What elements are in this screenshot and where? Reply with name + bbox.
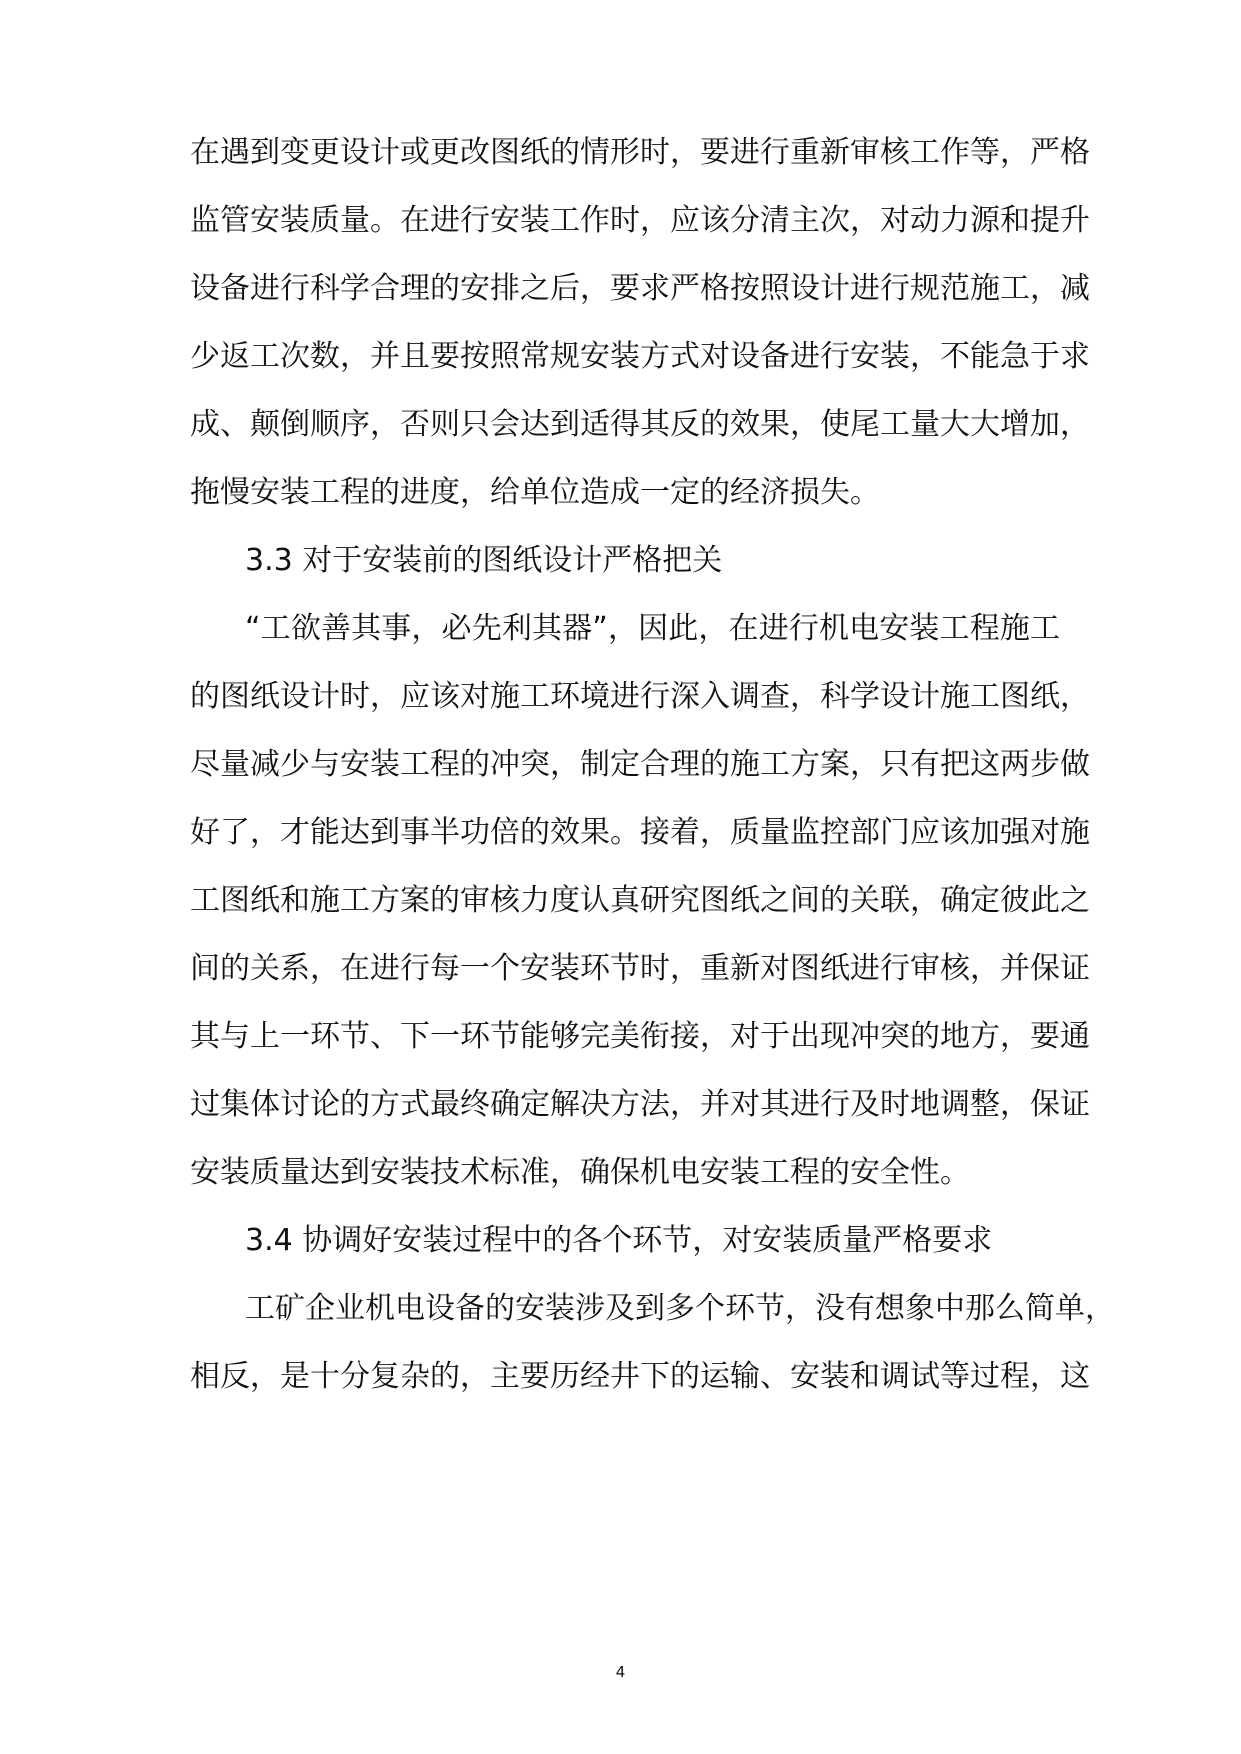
paragraph-line: 少返工次数，并且要按照常规安装方式对设备进行安装，不能急于求 [190,339,1090,374]
paragraph-line: 相反，是十分复杂的，主要历经井下的运输、安装和调试等过程，这 [190,1359,1090,1394]
paragraph-line: 工矿企业机电设备的安装涉及到多个环节，没有想象中那么简单， [245,1291,1115,1326]
paragraph-line: 在遇到变更设计或更改图纸的情形时，要进行重新审核工作等，严格 [190,135,1090,170]
paragraph-line: 设备进行科学合理的安排之后，要求严格按照设计进行规范施工，减 [190,271,1090,306]
page-number: 4 [615,1663,626,1681]
paragraph-line: 成、颠倒顺序，否则只会达到适得其反的效果，使尾工量大大增加， [190,407,1090,442]
paragraph-line: 拖慢安装工程的进度，给单位造成一定的经济损失。 [190,475,880,510]
paragraph-line: 安装质量达到安装技术标准，确保机电安装工程的安全性。 [190,1155,970,1190]
section-heading-3-4: 3.4 协调好安装过程中的各个环节，对安装质量严格要求 [245,1223,993,1258]
section-heading-3-3: 3.3 对于安装前的图纸设计严格把关 [245,543,723,578]
paragraph-line: 过集体讨论的方式最终确定解决方法，并对其进行及时地调整，保证 [190,1087,1090,1122]
paragraph-line: 尽量减少与安装工程的冲突，制定合理的施工方案，只有把这两步做 [190,747,1090,782]
paragraph-line: 间的关系，在进行每一个安装环节时，重新对图纸进行审核，并保证 [190,951,1090,986]
paragraph-line: 好了，才能达到事半功倍的效果。接着，质量监控部门应该加强对施 [190,815,1090,850]
paragraph-line: 工图纸和施工方案的审核力度认真研究图纸之间的关联，确定彼此之 [190,883,1090,918]
paragraph-line: 监管安装质量。在进行安装工作时，应该分清主次，对动力源和提升 [190,203,1090,238]
paragraph-line: 的图纸设计时，应该对施工环境进行深入调查，科学设计施工图纸， [190,679,1090,714]
paragraph-line: 其与上一环节、下一环节能够完美衔接，对于出现冲突的地方，要通 [190,1019,1090,1054]
paragraph-line: “工欲善其事，必先利其器”，因此，在进行机电安装工程施工 [245,611,1060,646]
